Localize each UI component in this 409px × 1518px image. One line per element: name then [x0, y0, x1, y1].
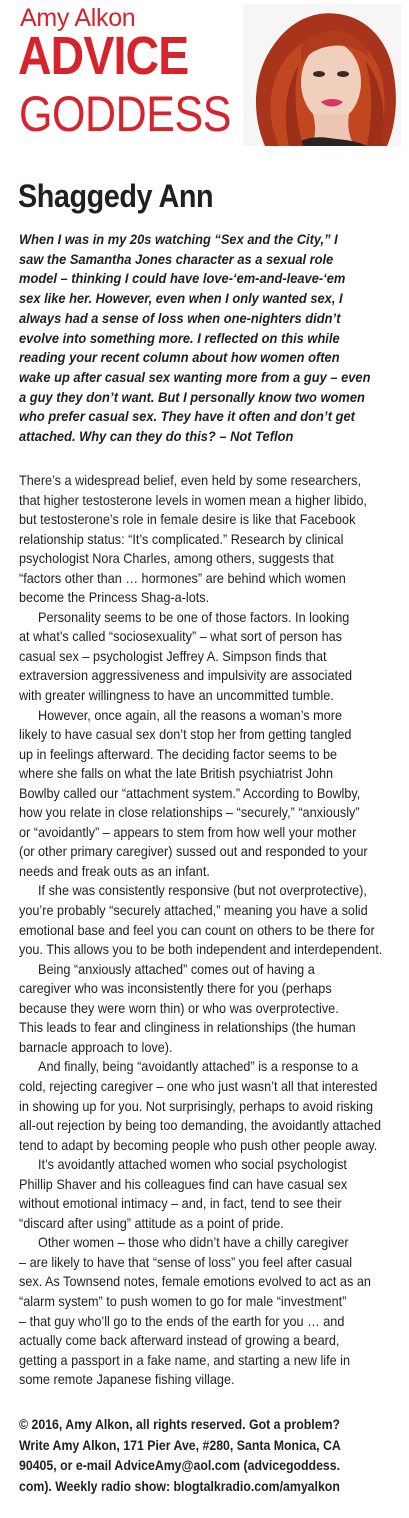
question-line: a guy they don’t want. But I personally know two women	[19, 388, 365, 405]
answer-line: where she falls on what the late British psychiatrist John	[19, 765, 334, 782]
answer-line: some remote Japanese fishing village.	[19, 1371, 235, 1388]
answer-line: Phillip Shaver and his colleagues find can have casual sex	[19, 1175, 348, 1192]
answer-line: However, once again, all the reasons a woman’s more	[38, 706, 343, 723]
answer-line: There’s a widespread belief, even held by some researchers,	[19, 472, 362, 488]
answer-line: caregiver who was inconsistently there for you (perhaps	[19, 980, 332, 997]
question-line: sex like her. However, even when I only wanted sex, I	[19, 290, 343, 307]
answer-line: sex. As Townsend notes, female emotions evolved to act as an	[19, 1273, 371, 1290]
answer-line: And finally, being “avoidantly attached” is a response to a	[38, 1058, 359, 1075]
answer-line: up in feelings afterward. The deciding factor seems to be	[19, 745, 338, 762]
answer-line: actually come back afterward instead of growing a beard,	[19, 1332, 340, 1349]
question-line: model – thinking I could have love-‘em-and-leave-‘em	[19, 270, 346, 287]
answer-line: likely to have casual sex don’t stop her from getting tangled	[19, 726, 352, 743]
answer-line: how you relate in close relationships – “securely,” “anxiously”	[19, 804, 360, 821]
answer-line: – that guy who’ll go to the ends of the earth for you … and	[19, 1312, 345, 1329]
answer-line: become the Princess Shag-a-lots.	[19, 589, 210, 606]
answer-line: in showing up for you. Not surprisingly, perhaps to avoid risking	[19, 1097, 374, 1114]
question-line: always had a sense of loss when one-nighters didn’t	[19, 309, 341, 326]
answer-line: relationship status: “It’s complicated.” Research by clinical	[19, 530, 344, 547]
answer-line: with greater willingness to have an uncommitted tumble.	[19, 687, 334, 704]
question-line: When I was in my 20s watching “Sex and the City,” I	[19, 231, 338, 247]
column-answer	[19, 471, 390, 1390]
answer-line: Bowlby called our “attachment system.” According to Bowlby,	[19, 784, 361, 801]
answer-line: extraversion aggressiveness and impulsivity are associated	[19, 667, 353, 684]
answer-line: needs and freak outs as an infant.	[19, 862, 210, 879]
answer-line: or “avoidantly” – appears to stem from how well your mother	[19, 823, 357, 840]
answer-line: tend to adapt by becoming people who push other people away.	[19, 1136, 378, 1153]
column-title-advice: ADVICE	[18, 26, 189, 86]
answer-line: you’re probably “securely attached,” meaning you have a solid	[19, 902, 368, 919]
answer-line: It’s avoidantly attached women who social psychologist	[38, 1156, 347, 1173]
answer-line: – are likely to have that “sense of loss” you feel after casual	[19, 1253, 353, 1270]
question-line: reading your recent column about how women often	[19, 349, 340, 366]
footer-line: com). Weekly radio show: blogtalkradio.com/amyalkon	[19, 1477, 340, 1494]
answer-line: This leads to fear and clinginess in relationships (the human	[19, 1019, 356, 1036]
columnist-portrait	[243, 4, 401, 146]
answer-line: you. This allows you to be both independent and interdependent.	[19, 941, 383, 958]
footer-line: Write Amy Alkon, 171 Pier Ave, #280, Santa Monica, CA	[19, 1436, 341, 1453]
answer-line: because they were worn thin) or who was overprotective.	[19, 999, 339, 1016]
question-line: saw the Samantha Jones character as a sexual role	[19, 250, 334, 267]
answer-line: psychologist Nora Charles, among others, suggests that	[19, 550, 334, 567]
answer-line: at what’s called “sociosexuality” – what sort of person has	[19, 628, 343, 645]
answer-line: all-out rejection by being too demanding, the avoidantly attached	[19, 1117, 382, 1134]
answer-line: Other women – those who didn’t have a chilly caregiver	[38, 1234, 349, 1251]
answer-line: “alarm system” to push women to go for male “investment”	[19, 1292, 347, 1309]
answer-line: that higher testosterone levels in women mean a higher libido,	[19, 491, 367, 508]
answer-line: “factors other than … hormones” are behind which women	[19, 569, 346, 586]
answer-line: barnacle approach to love).	[19, 1038, 173, 1055]
question-line: attached. Why can they do this? – Not Teflon	[19, 428, 294, 445]
portrait-illustration	[243, 4, 401, 146]
answer-line: cold, rejecting caregiver – one who just wasn’t all that interested	[19, 1077, 378, 1094]
headline: Shaggedy Ann	[18, 178, 214, 214]
columnist-byline: Amy Alkon	[20, 4, 136, 32]
answer-line: without emotional intimacy – and, in fact, tend to see their	[19, 1195, 342, 1212]
answer-line: getting a passport in a fake name, and starting a new life in	[19, 1351, 351, 1368]
question-line: evolve into something more. I reflected on this while	[19, 329, 340, 346]
question-line: wake up after casual sex wanting more from a guy – even	[19, 368, 371, 385]
footer-line: 90405, or e-mail AdviceAmy@aol.com (advicegoddess.	[19, 1457, 341, 1473]
answer-line: “discard after using” attitude as a point of pride.	[19, 1214, 284, 1231]
answer-line: (or other primary caregiver) sussed out and responded to your	[19, 843, 368, 860]
reader-question	[19, 230, 387, 447]
answer-line: casual sex – psychologist Jeffrey A. Simpson finds that	[19, 647, 327, 664]
footer-line: © 2016, Amy Alkon, all rights reserved. Got a problem?	[19, 1416, 341, 1432]
answer-line: Personality seems to be one of those factors. In looking	[38, 608, 350, 625]
column-title-goddess: GODDESS	[19, 86, 232, 142]
question-line: who prefer casual sex. They have it often and don’t get	[19, 408, 355, 425]
answer-line: If she was consistently responsive (but not overprotective),	[38, 882, 367, 899]
answer-line: but testosterone’s role in female desire is like that Facebook	[19, 511, 356, 528]
answer-line: emotional base and feel you can count on others to be there for	[19, 921, 375, 938]
answer-line: Being “anxiously attached” comes out of having a	[38, 960, 315, 977]
copyright-footer	[19, 1414, 389, 1496]
masthead	[0, 0, 409, 150]
